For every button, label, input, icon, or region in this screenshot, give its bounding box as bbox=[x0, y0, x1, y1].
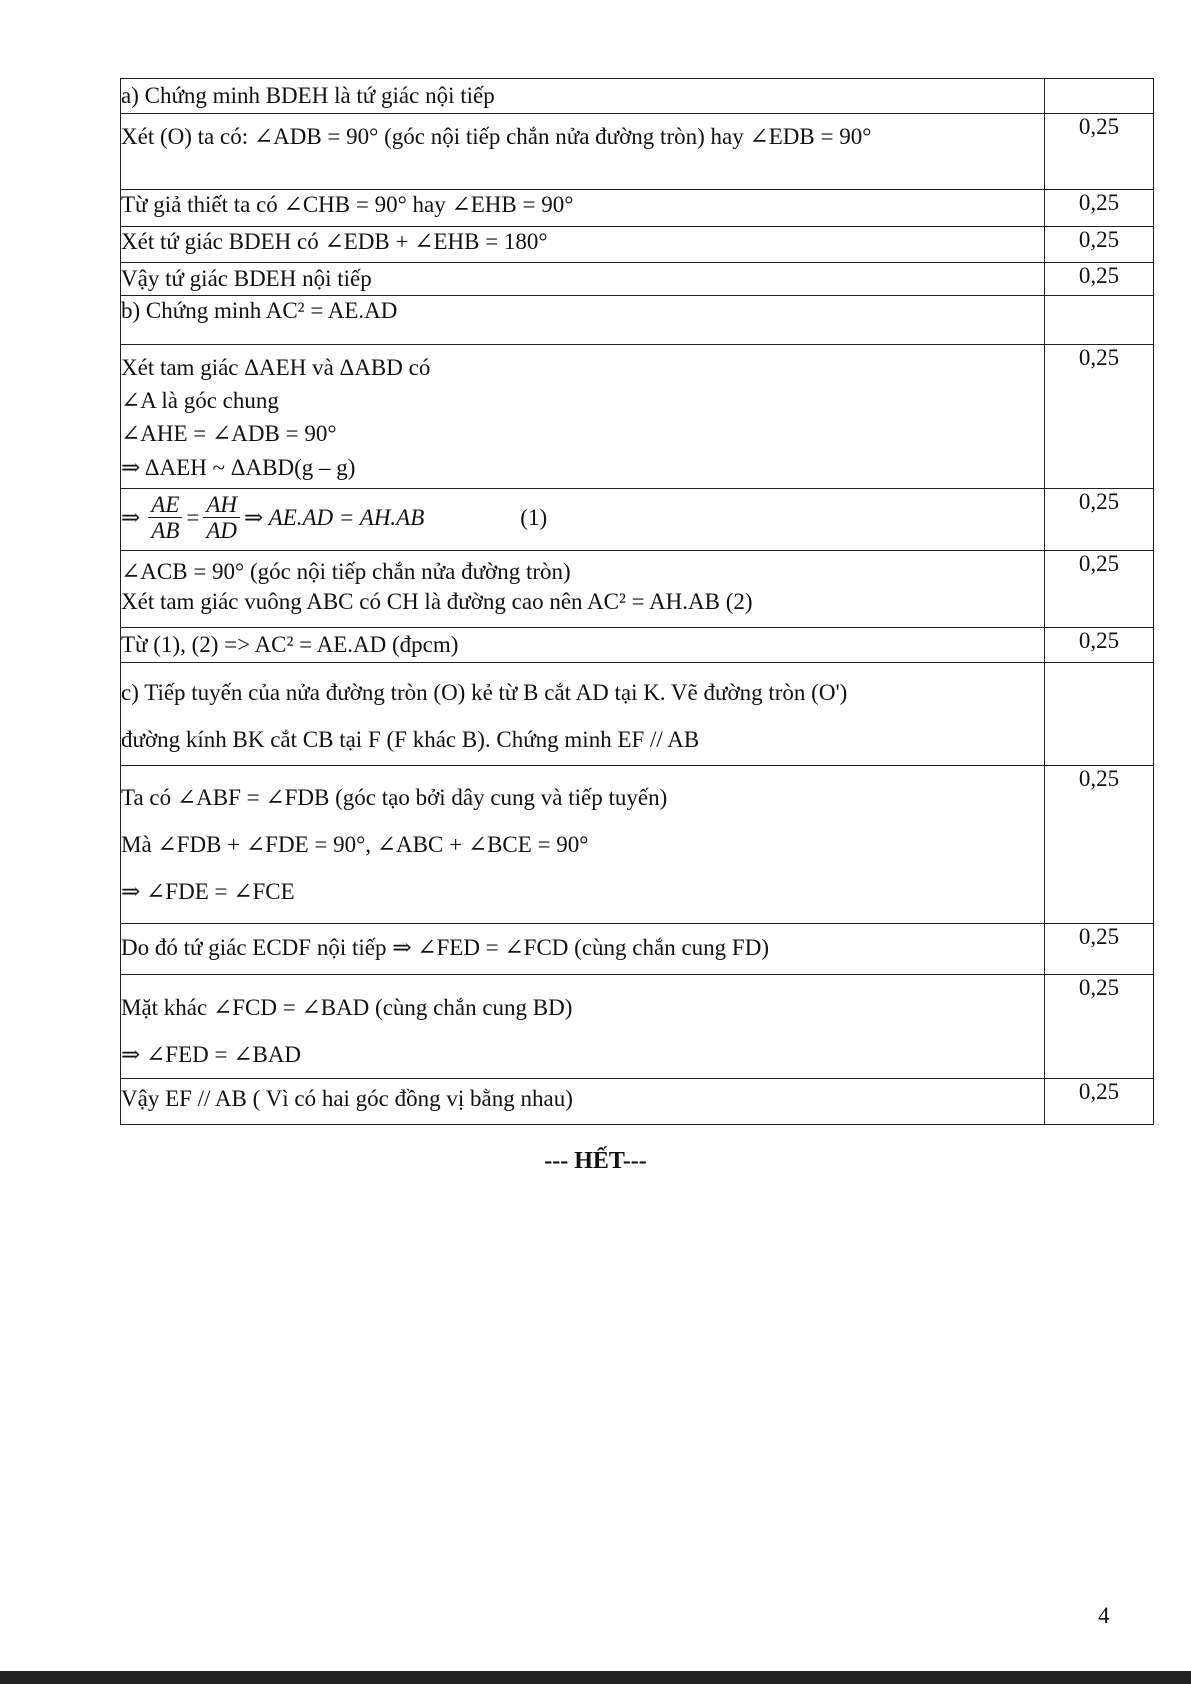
score-cell: 0,25 bbox=[1045, 923, 1154, 974]
table-row bbox=[121, 1078, 1154, 1124]
step-cell bbox=[121, 262, 1045, 295]
score-cell: 0,25 bbox=[1045, 344, 1154, 488]
text-line: a) Chứng minh BDEH là tứ giác nội tiếp bbox=[121, 83, 495, 108]
part-c-heading bbox=[121, 662, 1045, 765]
fraction bbox=[203, 492, 240, 544]
text-line: ⇒ ΔAEH ~ ΔABD(g – g) bbox=[121, 454, 356, 480]
table-row bbox=[121, 662, 1154, 765]
score-cell: 0,25 bbox=[1045, 189, 1154, 226]
score-cell bbox=[1045, 662, 1154, 765]
step-cell bbox=[121, 189, 1045, 226]
score-cell: 0,25 bbox=[1045, 488, 1154, 550]
text-line: đường kính BK cắt CB tại F (F khác B). Chứng minh EF // AB bbox=[121, 726, 700, 752]
numerator: AH bbox=[203, 492, 240, 518]
equation-tag: (1) bbox=[520, 504, 548, 530]
text-line: Mà ∠FDB + ∠FDE = 90°, ∠ABC + ∠BCE = 90° bbox=[121, 831, 589, 857]
denominator: AB bbox=[151, 518, 180, 544]
page-number: 4 bbox=[1098, 1603, 1110, 1628]
text-line: Vậy tứ giác BDEH nội tiếp bbox=[121, 265, 372, 291]
text-line: c) Tiếp tuyến của nửa đường tròn (O) kẻ từ B cắt AD tại K. Vẽ đường tròn (O') bbox=[121, 679, 848, 705]
text-line: Xét (O) ta có: ∠ADB = 90° (góc nội tiếp chắn nửa đường tròn) hay ∠EDB = 90° bbox=[121, 123, 872, 149]
text-line: Xét tam giác vuông ABC có CH là đường cao nên AC² = AH.AB (2) bbox=[121, 588, 753, 614]
text-line: ∠AHE = ∠ADB = 90° bbox=[121, 421, 337, 447]
part-b-heading bbox=[121, 295, 1045, 344]
step-cell bbox=[121, 765, 1045, 923]
text-line: Mặt khác ∠FCD = ∠BAD (cùng chắn cung BD) bbox=[121, 994, 573, 1020]
step-cell bbox=[121, 226, 1045, 262]
step-cell bbox=[121, 488, 1045, 550]
text-line: ⇒ ∠FDE = ∠FCE bbox=[121, 878, 295, 904]
part-a-heading bbox=[121, 79, 1045, 114]
table-row bbox=[121, 974, 1154, 1078]
score-cell: 0,25 bbox=[1045, 113, 1154, 189]
text-line: Xét tứ giác BDEH có ∠EDB + ∠EHB = 180° bbox=[121, 228, 548, 254]
fraction bbox=[148, 492, 182, 544]
step-cell bbox=[121, 974, 1045, 1078]
end-marker: --- HẾT--- bbox=[544, 1148, 647, 1174]
text-line: b) Chứng minh AC² = AE.AD bbox=[121, 297, 398, 323]
score-cell: 0,25 bbox=[1045, 1078, 1154, 1124]
score-cell: 0,25 bbox=[1045, 550, 1154, 627]
step-cell bbox=[121, 923, 1045, 974]
table-row bbox=[121, 344, 1154, 488]
score-cell: 0,25 bbox=[1045, 627, 1154, 662]
text-line: ⇒ ∠FED = ∠BAD bbox=[121, 1041, 302, 1067]
fraction-equation bbox=[121, 492, 1044, 544]
table-row bbox=[121, 488, 1154, 550]
score-cell: 0,25 bbox=[1045, 226, 1154, 262]
answer-table bbox=[120, 78, 1154, 1125]
numerator: AE bbox=[148, 492, 182, 518]
score-cell: 0,25 bbox=[1045, 262, 1154, 295]
table-row bbox=[121, 765, 1154, 923]
table-row bbox=[121, 923, 1154, 974]
scan-bottom-edge bbox=[0, 1671, 1191, 1684]
score-cell: 0,25 bbox=[1045, 974, 1154, 1078]
score-cell bbox=[1045, 295, 1154, 344]
step-cell bbox=[121, 113, 1045, 189]
score-cell: 0,25 bbox=[1045, 765, 1154, 923]
step-cell bbox=[121, 344, 1045, 488]
text-line: Ta có ∠ABF = ∠FDB (góc tạo bởi dây cung và tiếp tuyến) bbox=[121, 784, 668, 810]
equation-rest: ⇒ AE.AD = AH.AB bbox=[244, 504, 425, 530]
table-row bbox=[121, 295, 1154, 344]
text-line: Từ giả thiết ta có ∠CHB = 90° hay ∠EHB = 90° bbox=[121, 191, 574, 217]
table-row bbox=[121, 226, 1154, 262]
table-row bbox=[121, 113, 1154, 189]
score-cell bbox=[1045, 79, 1154, 114]
step-cell bbox=[121, 627, 1045, 662]
denominator: AD bbox=[206, 518, 238, 544]
table-row bbox=[121, 627, 1154, 662]
text-line: Do đó tứ giác ECDF nội tiếp ⇒ ∠FED = ∠FCD (cùng chắn cung FD) bbox=[121, 934, 769, 960]
text-line: Xét tam giác ΔAEH và ΔABD có bbox=[121, 354, 431, 380]
equals-symbol: = bbox=[186, 504, 200, 530]
text-line: ∠A là góc chung bbox=[121, 388, 279, 414]
table-row bbox=[121, 79, 1154, 114]
text-line: Vậy EF // AB ( Vì có hai góc đồng vị bằng nhau) bbox=[121, 1085, 573, 1111]
implies-symbol: ⇒ bbox=[121, 504, 141, 530]
table-row bbox=[121, 262, 1154, 295]
step-cell bbox=[121, 550, 1045, 627]
text-line: Từ (1), (2) => AC² = AE.AD (đpcm) bbox=[121, 631, 459, 657]
step-cell bbox=[121, 1078, 1045, 1124]
table-row bbox=[121, 550, 1154, 627]
text-line: ∠ACB = 90° (góc nội tiếp chắn nửa đường tròn) bbox=[121, 558, 571, 584]
table-row bbox=[121, 189, 1154, 226]
